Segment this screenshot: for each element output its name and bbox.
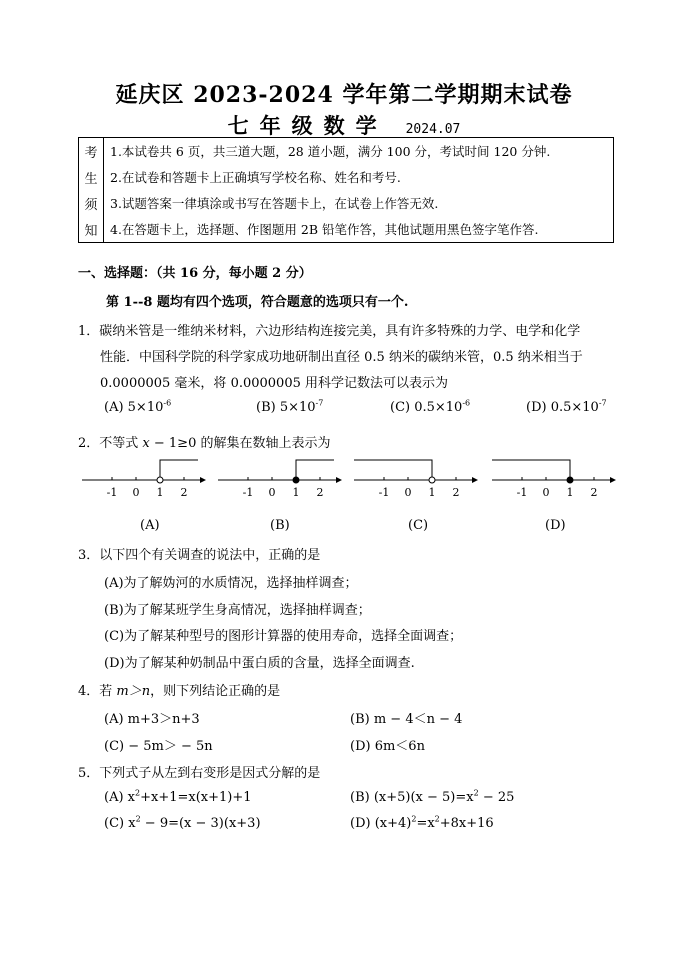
exam-date: 2024.07 bbox=[405, 122, 461, 137]
q1-line-2: 性能．中国科学院的科学家成功地研制出直径 0.5 纳米的碳纳米管，0.5 纳米相当于 bbox=[100, 350, 583, 365]
option-text: (D) (x+4) bbox=[350, 816, 412, 831]
q5-option-d[interactable] bbox=[350, 816, 494, 831]
solution-bracket bbox=[492, 460, 570, 480]
q1-option-c[interactable] bbox=[390, 400, 470, 415]
q5-option-c[interactable] bbox=[104, 816, 261, 831]
q3-option-d[interactable]: (D)为了解某种奶制品中蛋白质的含量，选择全面调查. bbox=[104, 656, 415, 671]
tick-label: -1 bbox=[516, 486, 528, 499]
tick-label: 1 bbox=[566, 486, 574, 499]
option-exponent: 2 bbox=[135, 788, 141, 798]
tick-label: 2 bbox=[180, 486, 188, 499]
option-text: =x bbox=[416, 816, 435, 831]
option-exponent: 2 bbox=[411, 814, 417, 824]
notice-item: 1.本试卷共 6 页，共三道大题，28 道小题，满分 100 分，考试时间 120 分钟. bbox=[104, 138, 614, 165]
q1-option-a[interactable] bbox=[104, 400, 171, 415]
number-line-d[interactable] bbox=[492, 460, 616, 499]
option-text: (A) x bbox=[104, 790, 135, 805]
option-text: (D) 0.5×10 bbox=[526, 400, 599, 415]
q1-line-1: 1．碳纳米管是一维纳米材料，六边形结构连接完美，具有许多特殊的力学、电学和化学 bbox=[78, 324, 581, 339]
section-heading: 一、选择题：（共 16 分，每小题 2 分） bbox=[78, 266, 312, 281]
number-line-figures bbox=[78, 455, 618, 515]
notice-side-char: 考 bbox=[79, 138, 104, 165]
axis-arrow bbox=[472, 477, 478, 483]
q2-stem bbox=[78, 432, 330, 451]
option-exponent: 2 bbox=[135, 814, 141, 824]
option-text: (B) (x+5)(x − 5)=x bbox=[350, 790, 474, 805]
q5-option-a[interactable] bbox=[104, 790, 252, 805]
notice-item: 2.在试卷和答题卡上正确填写学校名称、姓名和考号. bbox=[104, 164, 614, 190]
tick-label: -1 bbox=[106, 486, 118, 499]
solution-bracket bbox=[160, 460, 198, 480]
number-line-a[interactable] bbox=[82, 460, 206, 499]
tick-label: -1 bbox=[242, 486, 254, 499]
grade-subject: 七年级数学 bbox=[227, 113, 388, 138]
open-point bbox=[429, 477, 435, 483]
candidate-notice-table bbox=[78, 137, 614, 243]
option-exponent: -7 bbox=[598, 398, 607, 408]
q4-stem bbox=[78, 680, 280, 699]
option-text: − 9=(x − 3)(x+3) bbox=[140, 816, 261, 831]
option-exponent: -7 bbox=[315, 398, 324, 408]
tick-label: 0 bbox=[404, 486, 412, 499]
option-text: (A) 5×10 bbox=[104, 400, 164, 415]
q4-option-b[interactable]: (B) m − 4＜n − 4 bbox=[350, 712, 463, 727]
q3-stem: 3．以下四个有关调查的说法中，正确的是 bbox=[78, 548, 321, 563]
tick-label: 2 bbox=[590, 486, 598, 499]
q4-stem-pre: 4．若 bbox=[78, 684, 117, 699]
q2-stem-post: − 1≥0 的解集在数轴上表示为 bbox=[149, 436, 331, 451]
option-text: (C) 0.5×10 bbox=[390, 400, 463, 415]
exam-subtitle bbox=[0, 110, 688, 140]
tick-label: -1 bbox=[378, 486, 390, 499]
q2-caption-c: (C) bbox=[408, 518, 429, 533]
notice-item: 3.试题答案一律填涂或书写在答题卡上，在试卷上作答无效. bbox=[104, 190, 614, 216]
closed-point bbox=[567, 477, 573, 483]
q4-option-d[interactable]: (D) 6m＜6n bbox=[350, 739, 425, 754]
q2-stem-pre: 2．不等式 bbox=[78, 436, 143, 451]
tick-label: 1 bbox=[292, 486, 300, 499]
option-text: (B) 5×10 bbox=[256, 400, 316, 415]
exam-title: 延庆区 2023-2024 学年第二学期期末试卷 bbox=[115, 82, 573, 108]
notice-item: 4.在答题卡上，选择题、作图题用 2B 铅笔作答，其他试题用黑色签字笔作答. bbox=[104, 216, 614, 243]
q4-option-c[interactable]: (C) − 5m＞ − 5n bbox=[104, 739, 213, 754]
tick-label: 2 bbox=[452, 486, 460, 499]
q5-option-b[interactable] bbox=[350, 790, 514, 805]
option-exponent: 2 bbox=[473, 788, 479, 798]
tick-label: 0 bbox=[268, 486, 276, 499]
solution-bracket bbox=[354, 460, 432, 480]
option-text: +8x+16 bbox=[439, 816, 494, 831]
tick-label: 1 bbox=[428, 486, 436, 499]
option-exponent: -6 bbox=[163, 398, 172, 408]
tick-label: 0 bbox=[542, 486, 550, 499]
number-line-b[interactable] bbox=[218, 460, 342, 499]
q3-option-a[interactable]: (A)为了解妫河的水质情况，选择抽样调查； bbox=[104, 576, 358, 591]
q2-caption-b: (B) bbox=[270, 518, 290, 533]
q3-option-c[interactable]: (C)为了解某种型号的图形计算器的使用寿命，选择全面调查； bbox=[104, 629, 463, 644]
option-exponent: 2 bbox=[434, 814, 440, 824]
q4-stem-post: ，则下列结论正确的是 bbox=[150, 684, 281, 699]
section-instruction: 第 1--8 题均有四个选项，符合题意的选项只有一个. bbox=[106, 295, 409, 310]
notice-side-char: 生 bbox=[79, 164, 104, 190]
q2-caption-a: (A) bbox=[140, 518, 160, 533]
tick-label: 1 bbox=[156, 486, 164, 499]
open-point bbox=[157, 477, 163, 483]
axis-arrow bbox=[610, 477, 616, 483]
axis-arrow bbox=[336, 477, 342, 483]
q4-option-a[interactable]: (A) m+3＞n+3 bbox=[104, 712, 200, 727]
option-exponent: -6 bbox=[462, 398, 471, 408]
q2-caption-d: (D) bbox=[545, 518, 566, 533]
q1-option-d[interactable] bbox=[526, 400, 607, 415]
solution-bracket bbox=[296, 460, 334, 480]
tick-label: 0 bbox=[132, 486, 140, 499]
option-text: − 25 bbox=[478, 790, 515, 805]
notice-side-char: 知 bbox=[79, 216, 104, 243]
q1-line-3: 0.0000005 毫米，将 0.0000005 用科学记数法可以表示为 bbox=[100, 376, 448, 391]
tick-label: 2 bbox=[316, 486, 324, 499]
q5-stem: 5．下列式子从左到右变形是因式分解的是 bbox=[78, 766, 321, 781]
option-text: (C) x bbox=[104, 816, 136, 831]
notice-side-char: 须 bbox=[79, 190, 104, 216]
axis-arrow bbox=[200, 477, 206, 483]
q3-option-b[interactable]: (B)为了解某班学生身高情况，选择抽样调查； bbox=[104, 603, 371, 618]
q1-option-b[interactable] bbox=[256, 400, 323, 415]
number-line-c[interactable] bbox=[354, 460, 478, 499]
option-text: +x+1=x(x+1)+1 bbox=[140, 790, 252, 805]
q4-stem-math: m＞n bbox=[116, 684, 151, 699]
closed-point bbox=[293, 477, 299, 483]
q2-stem-var: x bbox=[142, 436, 150, 451]
